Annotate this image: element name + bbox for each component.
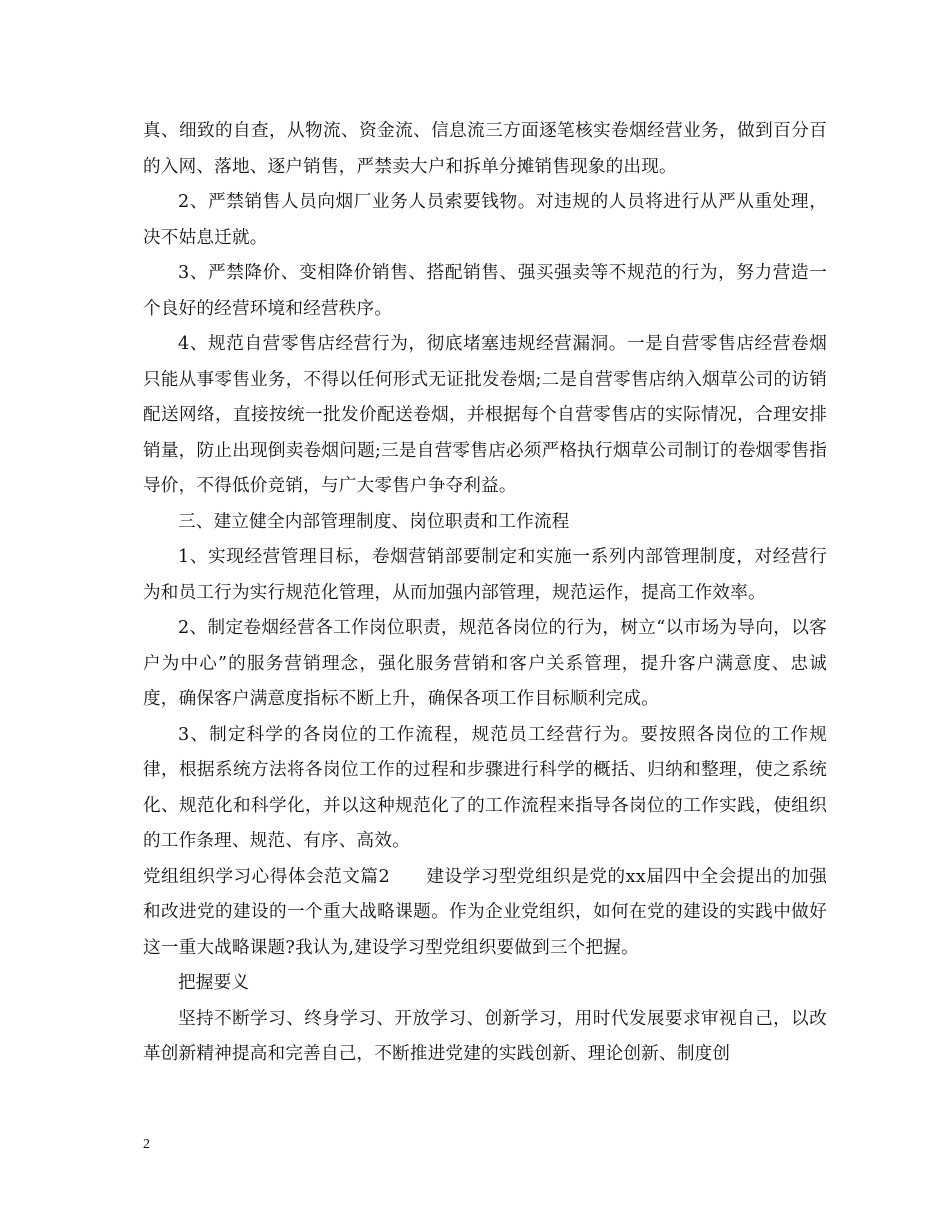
paragraph-6: 1、实现经营管理目标，卷烟营销部要制定和实施一系列内部管理制度，对经营行为和员工行为实行规范化管理，从而加强内部管理，规范运作，提高工作效率。 xyxy=(143,547,827,603)
paragraph-2: 2、严禁销售人员向烟厂业务人员索要钱物。对违规的人员将进行从严从重处理，决不姑息迁就。 xyxy=(143,192,827,248)
paragraph-7: 2、制定卷烟经营各工作岗位职责，规范各岗位的行为，树立“以市场为导向，以客户为中心”的服务营销理念，强化服务营销和客户关系管理，提升客户满意度、忠诚度，确保客户满意度指标不断上升，确保各项工作目标顺利完成。 xyxy=(143,618,827,709)
paragraph-11: 坚持不断学习、终身学习、开放学习、创新学习，用时代发展要求审视自己，以改革创新精神提高和完善自己，不断推进党建的实践创新、理论创新、制度创 xyxy=(143,1008,827,1064)
paragraph-1: 真、细致的自查，从物流、资金流、信息流三方面逐笔核实卷烟经营业务，做到百分百的入网、落地、逐户销售，严禁卖大户和拆单分摊销售现象的出现。 xyxy=(143,121,827,177)
paragraph-8: 3、制定科学的各岗位的工作流程，规范员工经营行为。要按照各岗位的工作规律，根据系统方法将各岗位工作的过程和步骤进行科学的概括、归纳和整理，使之系统化、规范化和科学化，并以这种规范化了的工作流程来指导各岗位的工作实践，使组织的工作条理、规范、有序、高效。 xyxy=(143,724,827,851)
paragraph-9: 党组组织学习心得体会范文篇2 建设学习型党组织是党的xx届四中全会提出的加强和改进党的建设的一个重大战略课题。作为企业党组织，如何在党的建设的实践中做好这一重大战略课题?我认为,建设学习型党组织要做到三个把握。 xyxy=(143,866,827,958)
subheading: 把握要义 xyxy=(178,973,250,993)
page-number: 2 xyxy=(143,1137,150,1152)
paragraph-3: 3、严禁降价、变相降价销售、搭配销售、强买强卖等不规范的行为，努力营造一个良好的经营环境和经营秩序。 xyxy=(143,263,827,319)
paragraph-4: 4、规范自营零售店经营行为，彻底堵塞违规经营漏洞。一是自营零售店经营卷烟只能从事零售业务，不得以任何形式无证批发卷烟;二是自营零售店纳入烟草公司的访销配送网络，直接按统一批发价配送卷烟，并根据每个自营零售店的实际情况，合理安排销量，防止出现倒卖卷烟问题;三是自营零售店必须严格执行烟草公司制订的卷烟零售指导价，不得低价竞销，与广大零售户争夺利益。 xyxy=(143,334,827,496)
section-heading: 三、建立健全内部管理制度、岗位职责和工作流程 xyxy=(178,511,570,532)
document-body xyxy=(143,114,827,1073)
